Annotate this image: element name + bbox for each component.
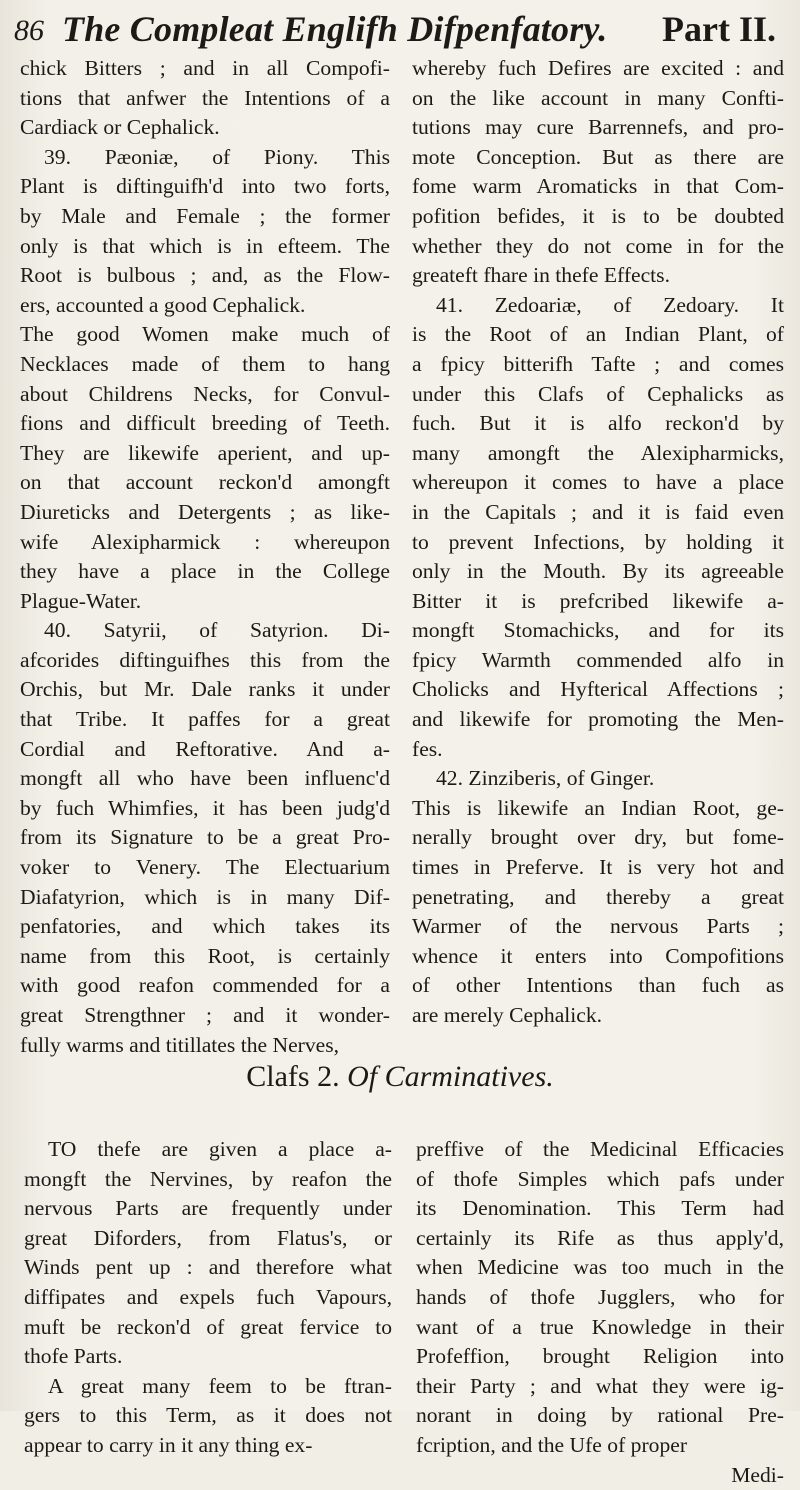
text-line: gers to this Term, as it does not [24,1403,392,1428]
text-line: many amongft the Alexipharmicks, [412,440,784,465]
text-line: fpicy Warmth commended alfo in [412,647,784,672]
text-line: that Tribe. It paffes for a great [20,707,390,732]
text-line: by fuch Whimfies, it has been judg'd [20,795,390,820]
text-line: are merely Cephalick. [412,1003,603,1027]
text-line: Necklaces made of them to hang [20,351,390,376]
text-line: whereby fuch Defires are excited : and [412,56,784,80]
text-line: fuch. But it is alfo reckon'd by [412,411,784,436]
text-line: Cholicks and Hyfterical Affections ; [412,677,784,702]
text-line: under this Clafs of Cephalicks as [412,381,784,406]
text-line: appear to carry in it any thing ex- [24,1432,313,1457]
text-line: whence it enters into Compofitions [412,943,784,968]
text-line: Plant is diftinguifh'd into two forts, [20,174,390,199]
text-line: fome warm Aromaticks in that Com- [412,174,784,199]
text-line: mongft Stomachicks, and for its [412,618,784,643]
text-line: 40. Satyrii, of Satyrion. Di- [44,618,390,643]
text-line: They are likewife aperient, and up- [20,440,390,465]
text-line: Plague-Water. [20,588,142,613]
text-line: its Denomination. This Term had [416,1196,784,1221]
text-line: only in the Mouth. By its agreeable [412,559,784,584]
part-label: Part II. [662,9,776,49]
text-line: preffive of the Medicinal Efficacies [416,1137,784,1161]
text-line: and likewife for promoting the Men- [412,707,784,732]
text-line: afcorides diftinguifhes this from the [20,647,390,672]
text-line: greateft fhare in thefe Effects. [412,263,670,288]
text-line: thofe Parts. [24,1344,123,1369]
text-line: whereupon it comes to have a place [412,470,784,495]
text-line: voker to Venery. The Electuarium [20,855,390,880]
text-line: nerally brought over dry, but fome- [412,825,784,850]
text-line: hands of thofe Jugglers, who for [416,1284,784,1309]
text-line: in the Capitals ; and it is faid even [412,499,784,524]
text-line: great Strengthner ; and it wonder- [20,1003,390,1027]
class-heading [0,1060,800,1094]
text-line: 42. Zinziberis, of Ginger. [436,766,655,791]
text-line: norant in doing by rational Pre- [416,1403,784,1428]
text-line: Cordial and Reftorative. And a- [20,736,390,761]
text-line: fions and difficult breeding of Teeth. [20,411,390,436]
text-line: A great many feem to be ftran- [48,1373,392,1398]
class-heading-title: Of Carminatives. [347,1060,554,1093]
text-line: Warmer of the nervous Parts ; [412,914,784,939]
right-column-bottom [416,1135,784,1490]
text-line: whether they do not come in for the [412,233,784,258]
text-line: chick Bitters ; and in all Compofi- [20,56,390,80]
text-line: by Male and Female ; the former [20,203,390,228]
text-line: Medi- [731,1462,784,1487]
text-line: The good Women make much of [20,322,390,347]
text-line: nervous Parts are frequently under [24,1196,392,1221]
text-line: on that account reckon'd amongft [20,470,390,495]
text-line: they have a place in the College [20,559,390,584]
text-line: Root is bulbous ; and, as the Flow- [20,263,390,288]
text-line: when Medicine was too much in the [416,1255,784,1280]
text-line: their Party ; and what they were ig- [416,1373,784,1398]
right-column-top [412,54,784,1031]
text-line: Diureticks and Detergents ; as like- [20,499,390,524]
text-line: penetrating, and thereby a great [412,884,784,909]
text-line: 41. Zedoariæ, of Zedoary. It [436,292,784,317]
text-line: Cardiack or Cephalick. [20,115,220,140]
text-line: about Childrens Necks, for Convul- [20,381,390,406]
text-line: a fpicy bitterifh Tafte ; and comes [412,351,784,376]
text-line: with good reafon commended for a [20,973,390,998]
text-line: muft be reckon'd of great fervice to [24,1314,392,1339]
text-line: want of a true Knowledge in their [416,1314,784,1339]
text-line: diffipates and expels fuch Vapours, [24,1284,392,1309]
text-line: of thofe Simples which pafs under [416,1166,784,1191]
text-line: pofition befides, it is to be doubted [412,203,784,228]
text-line: from its Signature to be a great Pro- [20,825,390,850]
text-line: on the like account in many Confti- [412,85,784,110]
left-column-bottom [24,1135,392,1461]
text-line: times in Preferve. It is very hot and [412,855,784,880]
text-line: Winds pent up : and therefore what [24,1255,392,1280]
text-line: Orchis, but Mr. Dale ranks it under [20,677,390,702]
text-line: Bitter it is prefcribed likewife a- [412,588,784,613]
text-line: tutions may cure Barrennefs, and pro- [412,115,784,140]
text-line: certainly its Rife as thus apply'd, [416,1225,784,1250]
text-line: name from this Root, is certainly [20,943,390,968]
text-line: TO thefe are given a place a- [48,1137,392,1161]
text-line: ers, accounted a good Cephalick. [20,292,306,317]
class-heading-prefix: Clafs 2. [246,1060,348,1093]
running-title: The Compleat Englifh Difpenfatory. [62,9,608,49]
text-line: 39. Pæoniæ, of Piony. This [44,144,390,169]
text-line: Profeffion, brought Religion into [416,1344,784,1369]
text-line: fcription, and the Ufe of proper [416,1432,688,1457]
text-line: great Diforders, from Flatus's, or [24,1225,392,1250]
text-line: fully warms and titillates the Nerves, [20,1032,340,1057]
text-line: mote Conception. But as there are [412,144,784,169]
text-line: fes. [412,736,443,761]
text-line: to prevent Infections, by holding it [412,529,784,554]
text-line: tions that anfwer the Intentions of a [20,85,390,110]
text-line: This is likewife an Indian Root, ge- [412,795,784,820]
text-line: Diafatyrion, which is in many Dif- [20,884,390,909]
page-number: 86 [14,14,44,47]
text-line: of other Intentions than fuch as [412,973,784,998]
text-line: is the Root of an Indian Plant, of [412,322,784,347]
text-line: only is that which is in efteem. The [20,233,390,258]
text-line: penfatories, and which takes its [20,914,390,939]
text-line: mongft all who have been influenc'd [20,766,390,791]
text-line: wife Alexipharmick : whereupon [20,529,390,554]
left-column-top [20,54,390,1060]
text-line: mongft the Nervines, by reafon the [24,1166,392,1191]
running-head [14,6,786,54]
